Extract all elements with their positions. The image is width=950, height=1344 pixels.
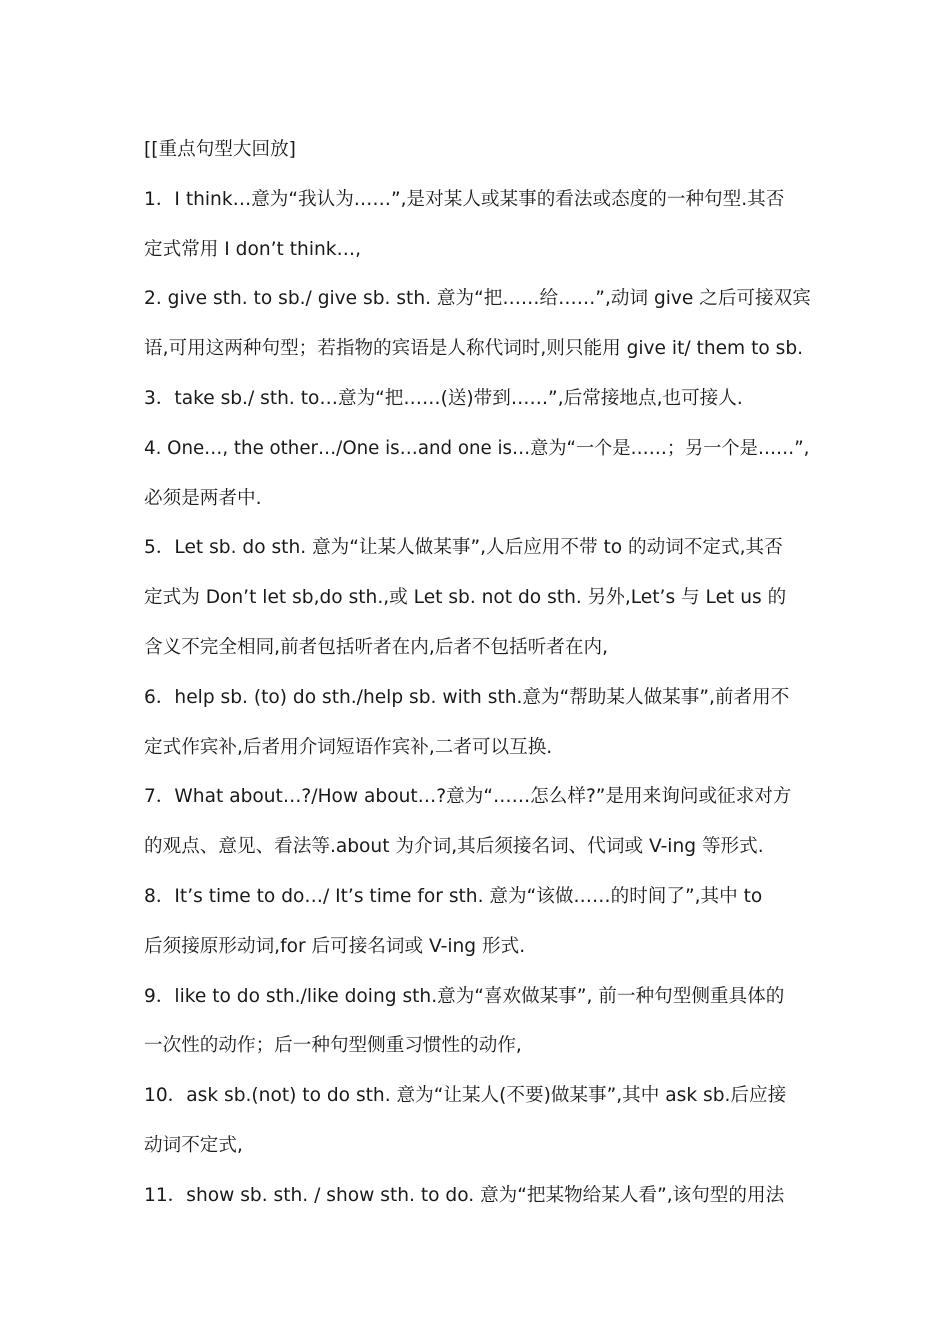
text-line: 必须是两者中. <box>144 487 262 509</box>
text-line: 定式常用 I don’t think…, <box>144 238 362 260</box>
text-line: 6．help sb. (to) do sth./help sb. with sth.意为“帮助某人做某事”,前者用不 <box>144 686 790 708</box>
text-line: 5．Let sb. do sth. 意为“让某人做某事”,人后应用不带 to 的动词不定式,其否 <box>144 537 783 559</box>
text-line: 后须接原形动词,for 后可接名词或 V-ing 形式. <box>144 935 526 957</box>
text-line: 3．take sb./ sth. to…意为“把……(送)带到……”,后常接地点,也可接人. <box>144 387 743 409</box>
document-body <box>144 125 812 1221</box>
text-line: 动词不定式, <box>144 1134 243 1156</box>
text-line: 含义不完全相同,前者包括听者在内,后者不包括听者在内, <box>144 636 608 658</box>
text-line: 4. One…, the other…/One is…and one is…意为“一个是……；另一个是……”, <box>144 437 810 459</box>
text-line: 定式为 Don’t let sb,do sth.,或 Let sb. not do sth. 另外,Let’s 与 Let us 的 <box>144 587 787 609</box>
text-line: 9．like to do sth./like doing sth.意为“喜欢做某事”, 前一种句型侧重具体的 <box>144 985 785 1007</box>
text-line: 10．ask sb.(not) to do sth. 意为“让某人(不要)做某事”,其中 ask sb.后应接 <box>144 1085 787 1107</box>
text-line: 语,可用这两种句型；若指物的宾语是人称代词时,则只能用 give it/ them to sb. <box>144 338 804 360</box>
text-line: 的观点、意见、看法等.about 为介词,其后须接名词、代词或 V-ing 等形式. <box>144 836 764 858</box>
text-line: 定式作宾补,后者用介词短语作宾补,二者可以互换. <box>144 736 553 758</box>
section-heading: [[重点句型大回放] <box>144 139 296 160</box>
text-line: 1．I think…意为“我认为……”,是对某人或某事的看法或态度的一种句型.其否 <box>144 188 785 210</box>
text-line: 2. give sth. to sb./ give sb. sth. 意为“把……给……”,动词 give 之后可接双宾 <box>144 288 811 310</box>
text-line: 11．show sb. sth. / show sth. to do. 意为“把某物给某人看”,该句型的用法 <box>144 1184 785 1206</box>
text-line: 8．It’s time to do…/ It’s time for sth. 意为“该做……的时间了”,其中 to <box>144 885 763 907</box>
text-line: 一次性的动作；后一种句型侧重习惯性的动作, <box>144 1035 522 1057</box>
text-line: 7．What about…?/How about…?意为“……怎么样?”是用来询问或征求对方 <box>144 786 792 808</box>
